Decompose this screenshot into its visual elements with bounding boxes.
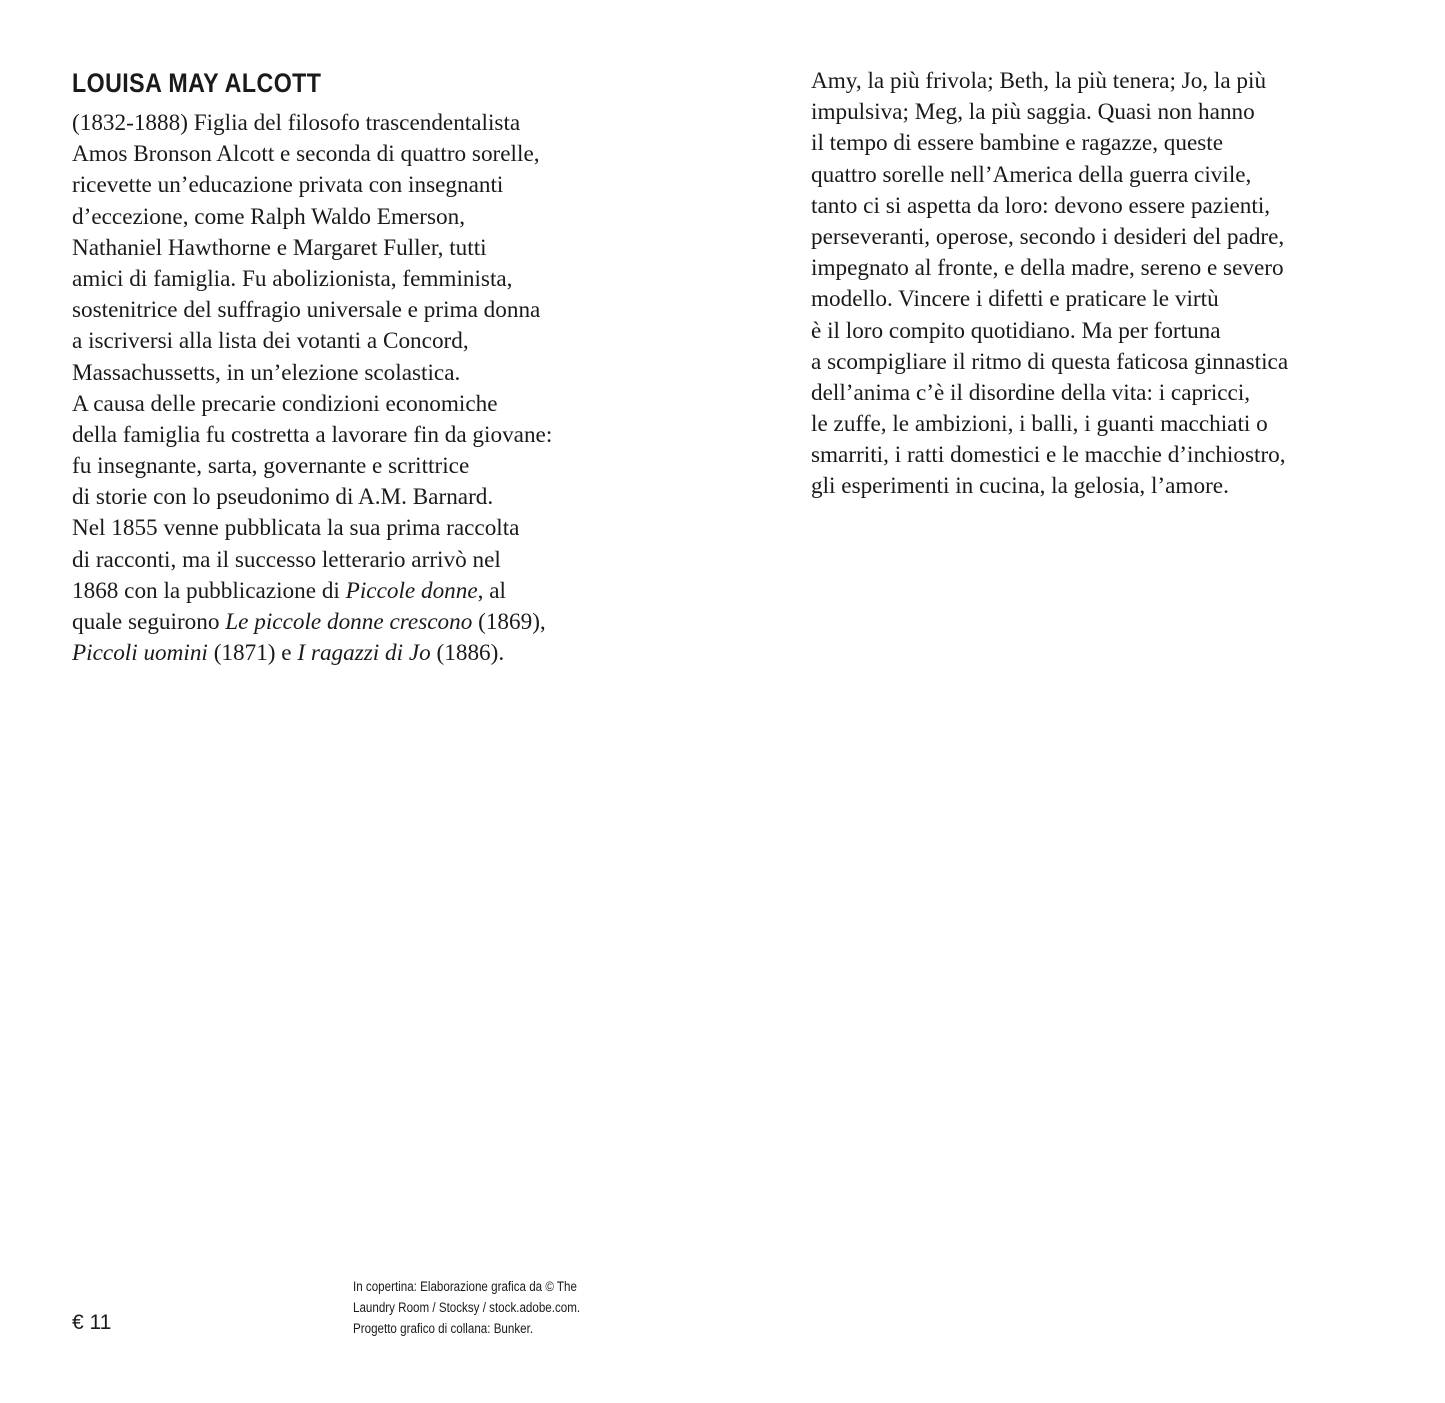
bio-line: a iscriversi alla lista dei votanti a Concord, bbox=[72, 328, 469, 355]
bio-line: di storie con lo pseudonimo di A.M. Barnard. bbox=[72, 484, 494, 511]
book-title: I ragazzi di Jo bbox=[297, 640, 431, 667]
author-name: LOUISA MAY ALCOTT bbox=[72, 68, 322, 98]
book-synopsis bbox=[811, 66, 1411, 503]
bio-line: ricevette un’educazione privata con insegnanti bbox=[72, 172, 504, 199]
synopsis-line: quattro sorelle nell’America della guerra civile, bbox=[811, 161, 1252, 188]
credit-line: Laundry Room / Stocksy / stock.adobe.com. bbox=[353, 1300, 581, 1315]
bio-line: Amos Bronson Alcott e seconda di quattro sorelle, bbox=[72, 141, 540, 168]
bio-text: quale seguirono bbox=[72, 609, 226, 635]
book-title: Le piccole donne crescono bbox=[225, 609, 473, 635]
synopsis-line: smarriti, i ratti domestici e le macchie d’inchiostro, bbox=[811, 442, 1286, 469]
price-label: € 11 bbox=[72, 1311, 112, 1334]
credit-line: In copertina: Elaborazione grafica da © The bbox=[353, 1279, 577, 1294]
synopsis-line: gli esperimenti in cucina, la gelosia, l’amore. bbox=[811, 473, 1229, 500]
synopsis-line: è il loro compito quotidiano. Ma per fortuna bbox=[811, 317, 1221, 344]
bio-line: amici di famiglia. Fu abolizionista, femminista, bbox=[72, 265, 513, 292]
bio-line bbox=[72, 576, 672, 607]
bio-line: (1832-1888) Figlia del filosofo trascendentalista bbox=[72, 110, 521, 136]
bio-text: , al bbox=[477, 577, 506, 604]
synopsis-line: impegnato al fronte, e della madre, sereno e severo bbox=[811, 255, 1284, 282]
synopsis-line: Amy, la più frivola; Beth, la più tenera; Jo, la più bbox=[811, 68, 1267, 94]
synopsis-line: perseveranti, operose, secondo i desideri del padre, bbox=[811, 223, 1285, 250]
bio-text: (1869), bbox=[472, 609, 546, 635]
bio-line: Nel 1855 venne pubblicata la sua prima raccolta bbox=[72, 515, 520, 542]
bio-text: 1868 con la pubblicazione di bbox=[72, 577, 346, 604]
synopsis-line: tanto ci si aspetta da loro: devono essere pazienti, bbox=[811, 192, 1271, 219]
bio-line: fu insegnante, sarta, governante e scrittrice bbox=[72, 453, 470, 480]
bio-text: (1871) e bbox=[207, 640, 298, 667]
credit-line: Progetto grafico di collana: Bunker. bbox=[353, 1321, 534, 1336]
bio-line: d’eccezione, come Ralph Waldo Emerson, bbox=[72, 203, 466, 230]
author-bio-column bbox=[72, 66, 672, 669]
synopsis-line: le zuffe, le ambizioni, i balli, i guanti macchiati o bbox=[811, 411, 1268, 438]
book-title: Piccole donne bbox=[345, 577, 478, 604]
author-bio bbox=[72, 108, 672, 669]
bio-line bbox=[72, 638, 672, 669]
bio-line: di racconti, ma il successo letterario arrivò nel bbox=[72, 546, 501, 573]
cover-credits bbox=[353, 1276, 580, 1339]
bio-line: Nathaniel Hawthorne e Margaret Fuller, tutti bbox=[72, 234, 487, 261]
bio-line bbox=[72, 607, 672, 638]
bio-line: della famiglia fu costretta a lavorare fin da giovane: bbox=[72, 421, 553, 448]
synopsis-line: impulsiva; Meg, la più saggia. Quasi non hanno bbox=[811, 99, 1255, 126]
bio-line: Massachussetts, in un’elezione scolastica. bbox=[72, 359, 461, 386]
synopsis-line: il tempo di essere bambine e ragazze, queste bbox=[811, 130, 1224, 157]
bio-line: sostenitrice del suffragio universale e prima donna bbox=[72, 297, 541, 324]
synopsis-column bbox=[811, 66, 1411, 503]
bio-text: (1886). bbox=[430, 640, 505, 667]
synopsis-line: modello. Vincere i difetti e praticare le virtù bbox=[811, 286, 1219, 313]
synopsis-line: dell’anima c’è il disordine della vita: i capricci, bbox=[811, 379, 1251, 406]
book-title: Piccoli uomini bbox=[72, 640, 208, 667]
synopsis-line: a scompigliare il ritmo di questa faticosa ginnastica bbox=[811, 348, 1289, 375]
bio-line: A causa delle precarie condizioni economiche bbox=[72, 390, 498, 417]
